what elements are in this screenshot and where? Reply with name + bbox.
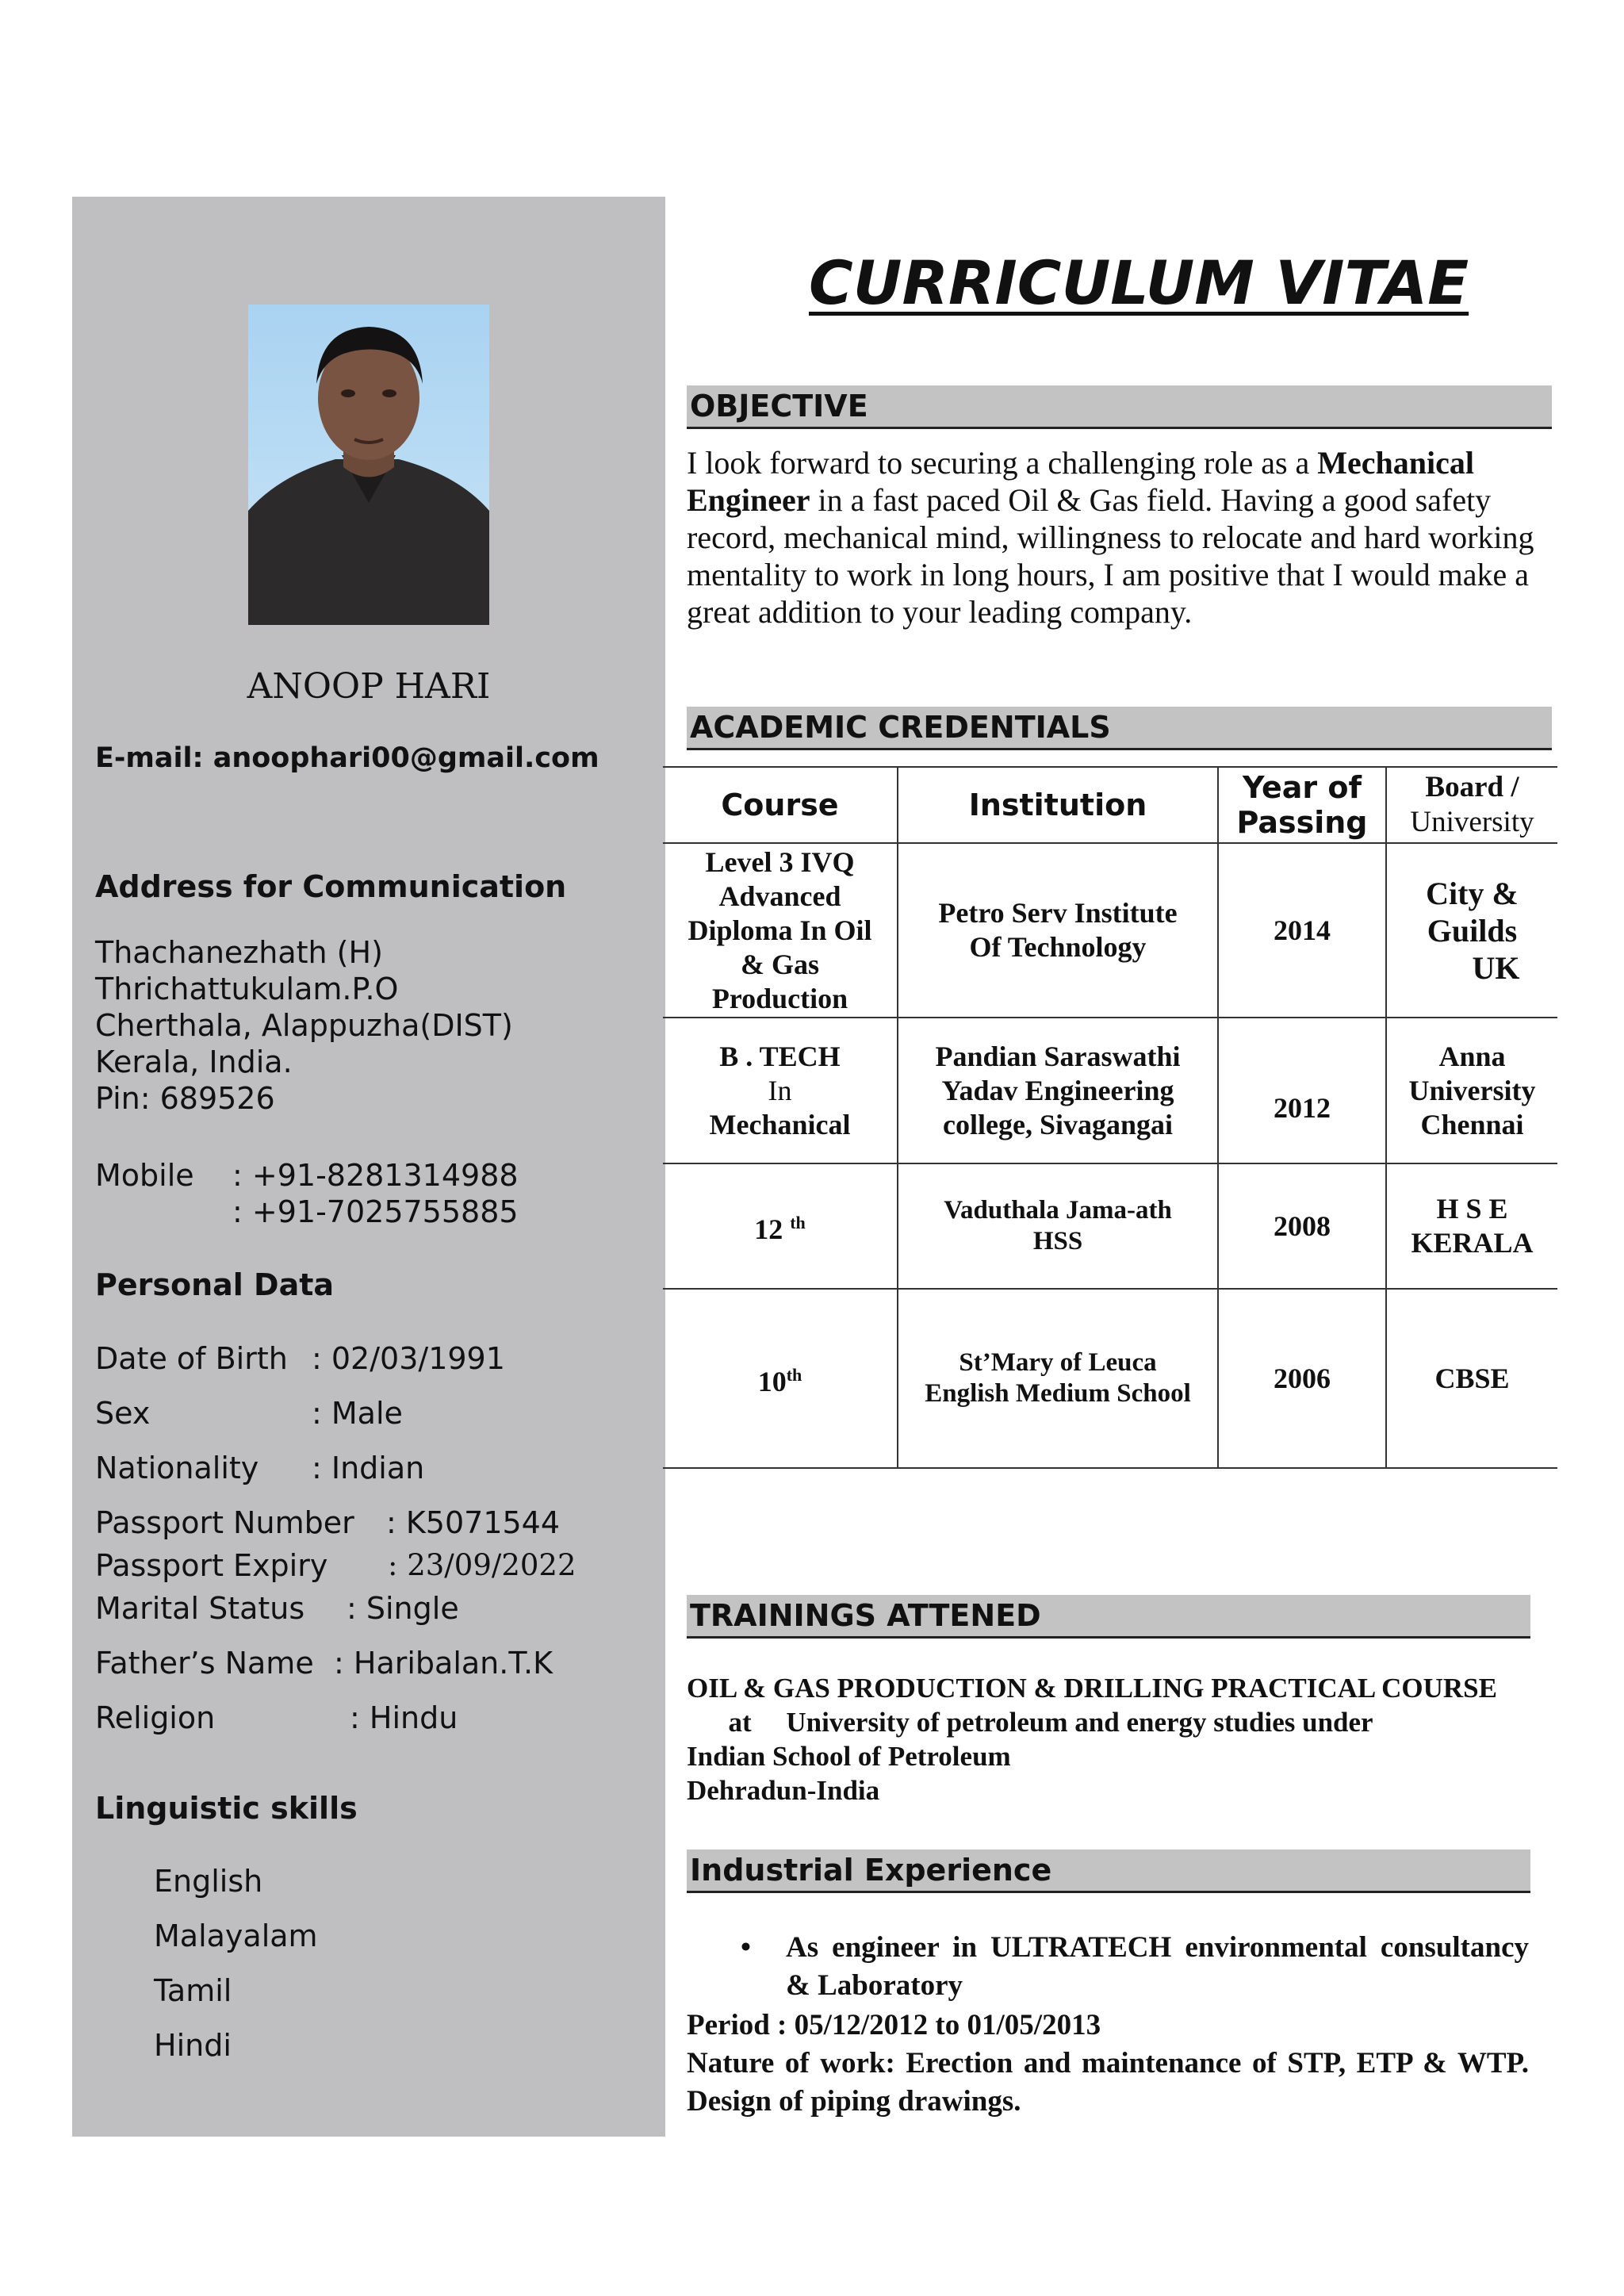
religion-label: Religion: [95, 1700, 216, 1735]
board-cell: [1386, 1018, 1557, 1163]
page-title: CURRICULUM VITAE: [809, 247, 1469, 318]
institution-cell: [898, 1289, 1218, 1468]
passport-expiry-label: Passport Expiry: [95, 1548, 328, 1583]
board-cell: [1386, 843, 1557, 1018]
nationality-label: Nationality: [95, 1451, 259, 1485]
mobile-number-2: : +91-7025755885: [232, 1194, 519, 1229]
sex-label: Sex: [95, 1396, 151, 1431]
address-line: Cherthala, Alappuzha(DIST): [95, 1008, 513, 1043]
course-line: Advanced: [718, 880, 841, 912]
table-row: [663, 1163, 1557, 1289]
trainings-heading: TRAININGS ATTENED: [687, 1595, 1530, 1639]
course-line: B . TECH: [719, 1040, 841, 1072]
institution-line: Pandian Saraswathi: [935, 1040, 1181, 1072]
language-item: Hindi: [154, 2028, 232, 2063]
year-cell: 2012: [1218, 1018, 1386, 1163]
training-line: at University of petroleum and energy studies under: [687, 1707, 1373, 1738]
institution-line: Petro Serv Institute: [938, 897, 1178, 929]
year-cell: 2006: [1218, 1289, 1386, 1468]
marital-status-label: Marital Status: [95, 1591, 305, 1626]
board-line: Anna: [1438, 1040, 1506, 1072]
experience-period: Period : 05/12/2012 to 01/05/2013: [687, 2009, 1101, 2041]
mobile-label: Mobile: [95, 1158, 194, 1193]
course-line: Mechanical: [709, 1108, 851, 1140]
course-cell: [663, 1289, 898, 1468]
board-cell: CBSE: [1386, 1289, 1557, 1468]
board-header-line: Board /: [1425, 771, 1519, 803]
nationality-value: : Indian: [312, 1451, 425, 1485]
table-row: [663, 1289, 1557, 1468]
board-line: City &: [1426, 875, 1519, 911]
address-line: Thrichattukulam.P.O: [95, 972, 399, 1006]
religion-value: : Hindu: [350, 1700, 458, 1735]
linguistic-skills-heading: Linguistic skills: [95, 1791, 358, 1826]
dob-value: : 02/03/1991: [312, 1341, 505, 1376]
address-line: Thachanezhath (H): [95, 935, 383, 970]
institution-line: Of Technology: [969, 931, 1147, 963]
language-item: Malayalam: [154, 1918, 318, 1953]
course-number: 10: [757, 1366, 787, 1397]
course-number: 12: [754, 1213, 783, 1245]
candidate-name: ANOOP HARI: [247, 666, 491, 707]
institution-cell: [898, 1163, 1218, 1289]
course-cell: [663, 1018, 898, 1163]
objective-heading: OBJECTIVE: [687, 385, 1552, 429]
dob-label: Date of Birth: [95, 1341, 288, 1376]
table-header-row: [663, 767, 1557, 843]
passport-number-value: : K5071544: [386, 1505, 561, 1540]
course-cell: [663, 1163, 898, 1289]
course-superscript: th: [790, 1213, 806, 1232]
institution-line: HSS: [1032, 1227, 1083, 1255]
year-cell: 2014: [1218, 843, 1386, 1018]
bullet-icon: •: [741, 1931, 751, 1964]
table-row: [663, 1018, 1557, 1163]
language-item: Tamil: [154, 1973, 232, 2008]
industrial-experience-heading: Industrial Experience: [687, 1849, 1530, 1893]
personal-data-heading: Personal Data: [95, 1267, 335, 1302]
year-header-line: Year of: [1242, 770, 1362, 805]
experience-role: As engineer in ULTRATECH environmental consultancy & Laboratory: [786, 1931, 1529, 2002]
experience-bullet: [687, 1929, 1529, 2005]
address-line: Pin: 689526: [95, 1081, 275, 1116]
course-superscript: th: [786, 1365, 802, 1385]
institution-line: English Medium School: [925, 1379, 1191, 1408]
course-line: Production: [711, 982, 848, 1014]
training-line: OIL & GAS PRODUCTION & DRILLING PRACTICAL COURSE: [687, 1673, 1497, 1704]
sidebar: [72, 197, 665, 2137]
training-line: Indian School of Petroleum: [687, 1741, 1011, 1772]
mobile-number-1: : +91-8281314988: [232, 1158, 519, 1193]
board-line: UK: [1472, 949, 1520, 986]
objective-text-start: I look forward to securing a challenging role as a: [687, 445, 1318, 481]
institution-line: Yadav Engineering: [941, 1074, 1174, 1106]
objective-text: [687, 444, 1559, 631]
academic-table: [663, 766, 1557, 1469]
board-header-line: University: [1410, 806, 1534, 838]
address-block: [95, 934, 513, 1117]
board-header: [1386, 767, 1557, 843]
board-line: Chennai: [1420, 1108, 1524, 1140]
objective-text-end: in a fast paced Oil & Gas field. Having a good safety record, mechanical mind, willingness to relocate and hard working mentality to work in long hours, I am positive that I would make a great addition to your leading company.: [687, 482, 1534, 630]
course-line: Level 3 IVQ: [705, 845, 855, 878]
training-line: Dehradun-India: [687, 1775, 880, 1806]
board-cell: [1386, 1163, 1557, 1289]
board-line: H S E: [1436, 1193, 1508, 1225]
course-header: Course: [663, 767, 898, 843]
language-item: English: [154, 1864, 263, 1899]
passport-expiry-value: : 23/09/2022: [388, 1548, 576, 1582]
address-line: Kerala, India.: [95, 1045, 293, 1079]
course-line: Diploma In Oil: [688, 914, 872, 946]
course-line: In: [768, 1074, 792, 1106]
institution-line: St’Mary of Leuca: [959, 1348, 1157, 1377]
institution-line: Vaduthala Jama-ath: [944, 1196, 1172, 1225]
course-cell: [663, 843, 898, 1018]
year-header-line: Passing: [1236, 805, 1368, 840]
institution-cell: [898, 843, 1218, 1018]
marital-status-value: : Single: [347, 1591, 459, 1626]
year-header: [1218, 767, 1386, 843]
course-line: & Gas: [741, 948, 819, 980]
father-name-value: : Haribalan.T.K: [334, 1646, 553, 1681]
institution-cell: [898, 1018, 1218, 1163]
objective-role: Mechanical Engineer: [687, 445, 1475, 518]
board-line: Guilds: [1427, 912, 1518, 949]
board-line: KERALA: [1411, 1227, 1534, 1259]
academic-credentials-heading: ACADEMIC CREDENTIALS: [687, 707, 1552, 750]
passport-number-label: Passport Number: [95, 1505, 354, 1540]
institution-header: Institution: [898, 767, 1218, 843]
table-row: [663, 843, 1557, 1018]
experience-text: [687, 1929, 1529, 2121]
experience-nature: Nature of work: Erection and maintenance of STP, ETP & WTP. Design of piping drawings.: [687, 2047, 1529, 2118]
sex-value: : Male: [312, 1396, 403, 1431]
profile-photo: [248, 305, 489, 625]
address-heading: Address for Communication: [95, 869, 567, 904]
year-cell: 2008: [1218, 1163, 1386, 1289]
institution-line: college, Sivagangai: [943, 1108, 1173, 1140]
father-name-label: Father’s Name: [95, 1646, 314, 1681]
trainings-text: [687, 1671, 1497, 1807]
email-address: E-mail: anoophari00@gmail.com: [95, 742, 599, 774]
board-line: University: [1408, 1074, 1536, 1106]
